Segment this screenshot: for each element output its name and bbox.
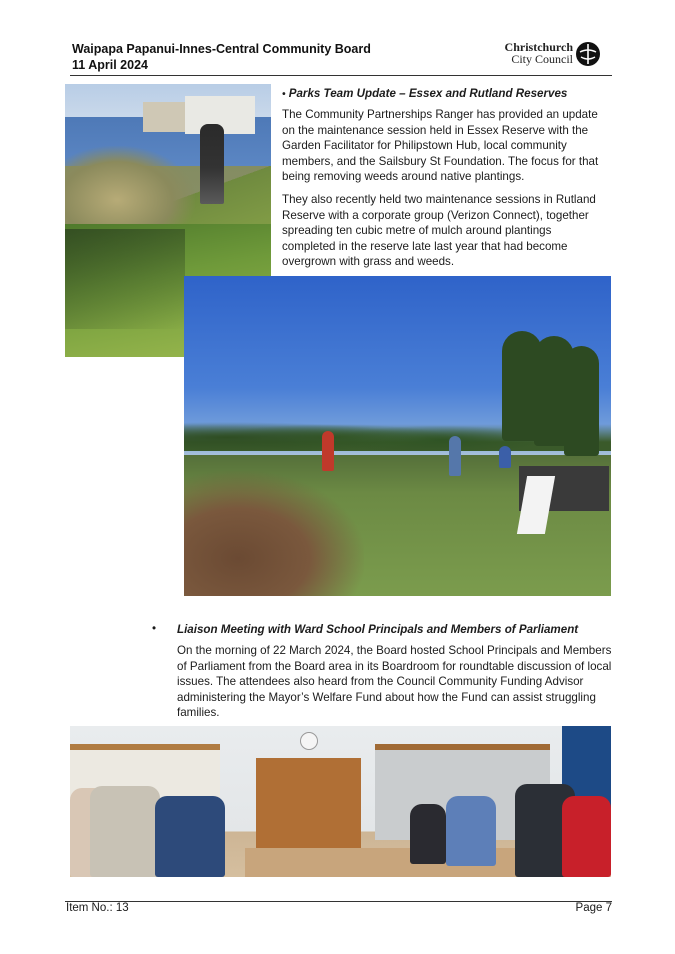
parks-heading-line: [282, 86, 567, 103]
photo-attendee: [155, 796, 225, 877]
parks-paragraph-1: The Community Partnerships Ranger has provided an update on the maintenance session held in Essex Reserve with the Garden Facilitator for Philipstown Hub, local community members, and the Sailsbury St Foundation. The focus for that being removing weeds around native plantings.: [282, 108, 599, 184]
photo-door: [256, 758, 361, 858]
logo-line-2: City Council: [511, 52, 573, 66]
footer-divider: [65, 901, 612, 902]
logo-text: [497, 41, 573, 65]
photo-attendee: [90, 786, 160, 877]
city-council-logo-icon: [575, 41, 601, 67]
page-number: Page 7: [575, 902, 612, 914]
photo-poplar-tree: [564, 346, 599, 456]
photo-house: [143, 102, 188, 132]
photo-volunteer: [499, 446, 511, 468]
logo-line-1: Christchurch: [504, 40, 573, 54]
photo-attendee: [562, 796, 611, 877]
photo-volunteer: [322, 431, 334, 471]
item-number: Item No.: 13: [66, 902, 129, 914]
meeting-date: 11 April 2024: [72, 58, 148, 72]
parks-paragraph-2: They also recently held two maintenance sessions in Rutland Reserve with a corporate group (Verizon Connect), together spreading ten cubic metre of mulch around plantings completed in the reserve late last year that had become overgrown with grass and weeds.: [282, 193, 596, 269]
bullet: •: [152, 622, 157, 635]
bullet: •: [282, 89, 286, 100]
photo-wall-clock: [300, 732, 318, 750]
header-divider: [70, 75, 612, 76]
liaison-heading: Liaison Meeting with Ward School Principals and Members of Parliament: [177, 623, 579, 636]
liaison-paragraph: On the morning of 22 March 2024, the Board hosted School Principals and Members of Parliament from the Board area in its Boardroom for roundtable discussion of local issues. The attendees also heard from the Council Community Funding Advisor administering the Mayor’s Welfare Fund about how the Fund can assist struggling families.: [177, 644, 612, 720]
photo-attendee: [446, 796, 496, 866]
board-name: Waipapa Papanui-Innes-Central Community Board: [72, 42, 371, 56]
photo-volunteer: [449, 436, 461, 476]
photo-shadow: [65, 229, 185, 329]
photo-tussock-plants: [65, 146, 195, 236]
council-logo: [497, 40, 607, 70]
photo-volunteer: [200, 124, 224, 204]
parks-heading: Parks Team Update – Essex and Rutland Reserves: [288, 87, 568, 100]
photo-attendee: [410, 804, 446, 864]
photo-meeting-table: [245, 848, 545, 877]
boardroom-meeting-photo: [70, 726, 611, 877]
board-title-block: [72, 41, 371, 73]
rutland-reserve-photo: [184, 276, 611, 596]
photo-mulch-pile: [184, 471, 364, 596]
